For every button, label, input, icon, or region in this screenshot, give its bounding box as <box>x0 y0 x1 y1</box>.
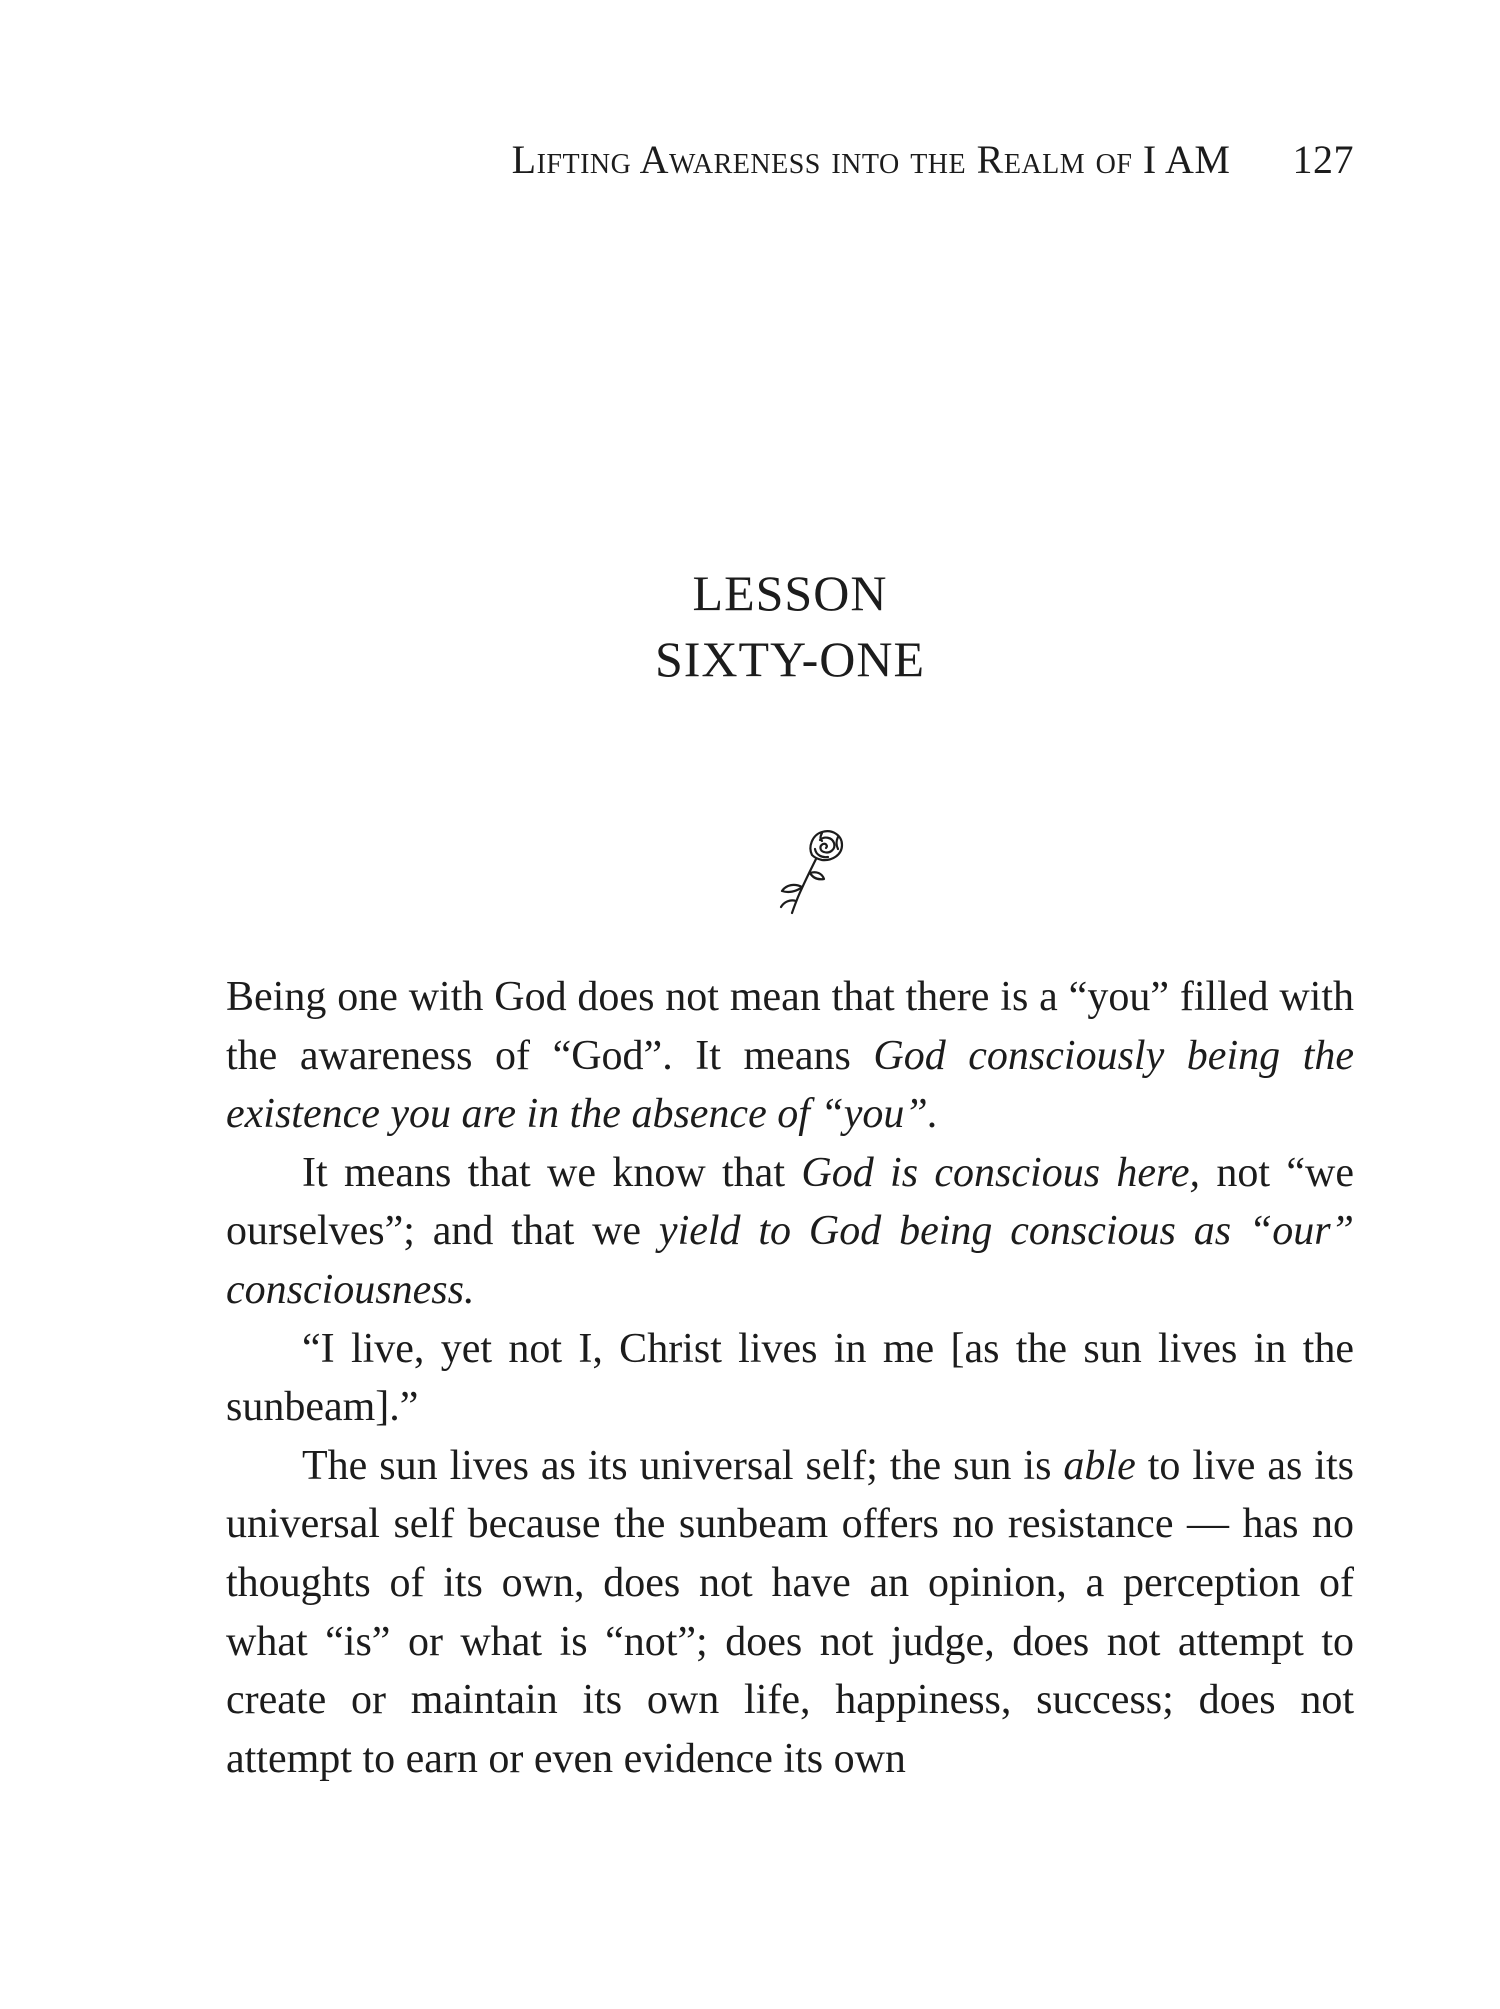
paragraph <box>226 968 1354 1144</box>
body-text <box>226 968 1354 1788</box>
page-number: 127 <box>1292 137 1354 182</box>
paragraph-emphasis: God consciously being the existence you are in the absence of “you”. <box>226 1032 1354 1138</box>
running-head-title: Lifting Awareness into the Realm of I AM <box>511 137 1231 182</box>
paragraph-text: It means that we know that <box>302 1149 802 1196</box>
rose-icon <box>776 825 846 915</box>
paragraph <box>226 1320 1354 1437</box>
paragraph <box>226 1144 1354 1320</box>
paragraph-text: “I live, yet not I, Christ lives in me [as the sun lives in the sunbeam].” <box>226 1325 1354 1431</box>
paragraph-emphasis: yield to God being conscious as “our” consciousness. <box>226 1208 1354 1313</box>
chapter-title-line-2: SIXTY-ONE <box>654 631 926 687</box>
paragraph-text: Being one with God does not mean that there is a “you” filled with the awareness of “God”. It means <box>226 974 1354 1079</box>
paragraph-emphasis: God is conscious here, <box>801 1149 1200 1196</box>
paragraph-text: not “we ourselves”; and that we <box>226 1149 1354 1255</box>
paragraph-text: to live as its universal self because the sunbeam offers no resistance — has no thoughts of its own, does not have an opinion, a perception of what “is” or what is “not”; does not judge, does not attempt to create or maintain its own life, happiness, success; does not attempt to earn or even evidence its own <box>226 1442 1354 1782</box>
chapter-title-line-1: LESSON <box>692 565 888 621</box>
paragraph-text: The sun lives as its universal self; the sun is <box>302 1442 1064 1489</box>
running-head <box>0 136 1354 183</box>
paragraph-emphasis: able <box>1063 1442 1136 1489</box>
chapter-title <box>0 560 1500 692</box>
paragraph <box>226 1437 1354 1789</box>
